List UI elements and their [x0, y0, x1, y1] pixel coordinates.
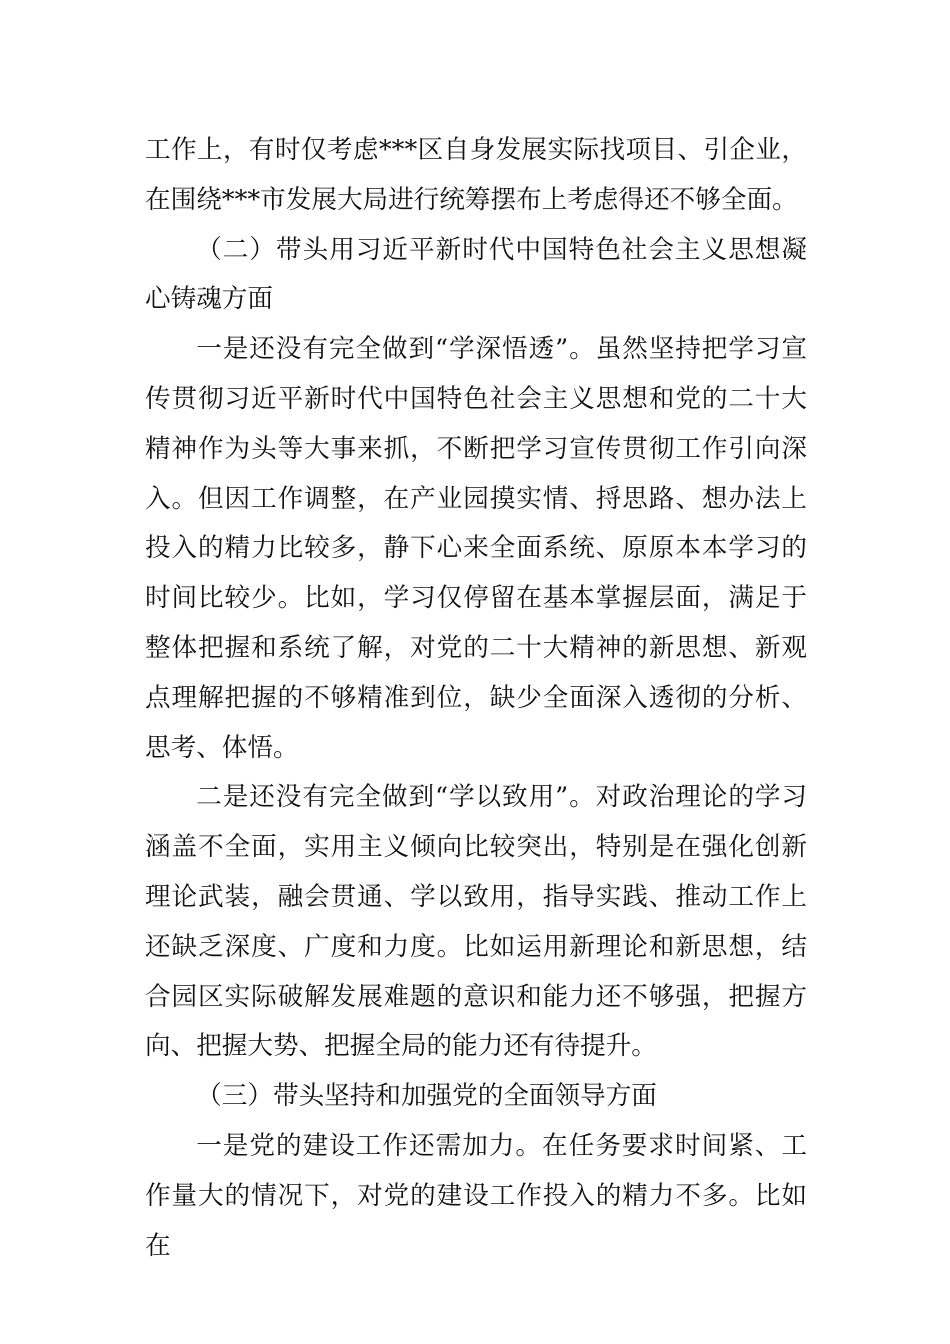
continuation-paragraph: 工作上，有时仅考虑***区自身发展实际找项目、引企业，在围绕***市发展大局进行统筹摆布上考虑得还不够全面。: [145, 135, 807, 215]
section-heading-2: （二）带头用习近平新时代中国特色社会主义思想凝心铸魂方面: [145, 234, 807, 315]
paragraph-learning-application: 二是还没有完全做到“学以致用”。对政治理论的学习涵盖不全面，实用主义倾向比较突出，特别是在强化创新理论武装，融会贯通、学以致用，指导实践、推动工作上还缺乏深度、广度和力度。比如运用新理论和新思想，结合园区实际破解发展难题的意识和能力还不够强，把握方向、把握大势、把握全局的能力还有待提升。: [145, 782, 807, 1062]
document-body: [145, 126, 807, 1271]
section-heading-3: （三）带头坚持和加强党的全面领导方面: [196, 1081, 657, 1112]
paragraph-party-building: 一是党的建设工作还需加力。在任务要求时间紧、工作量大的情况下，对党的建设工作投入的精力不多。比如在: [145, 1130, 807, 1261]
paragraph-learning-depth: 一是还没有完全做到“学深悟透”。虽然坚持把学习宣传贯彻习近平新时代中国特色社会主义思想和党的二十大精神作为头等大事来抓，不断把学习宣传贯彻工作引向深入。但因工作调整，在产业园摸实情、捋思路、想办法上投入的精力比较多，静下心来全面系统、原原本本学习的时间比较少。比如，学习仅停留在基本掌握层面，满足于整体把握和系统了解，对党的二十大精神的新思想、新观点理解把握的不够精准到位，缺少全面深入透彻的分析、思考、体悟。: [145, 334, 807, 763]
